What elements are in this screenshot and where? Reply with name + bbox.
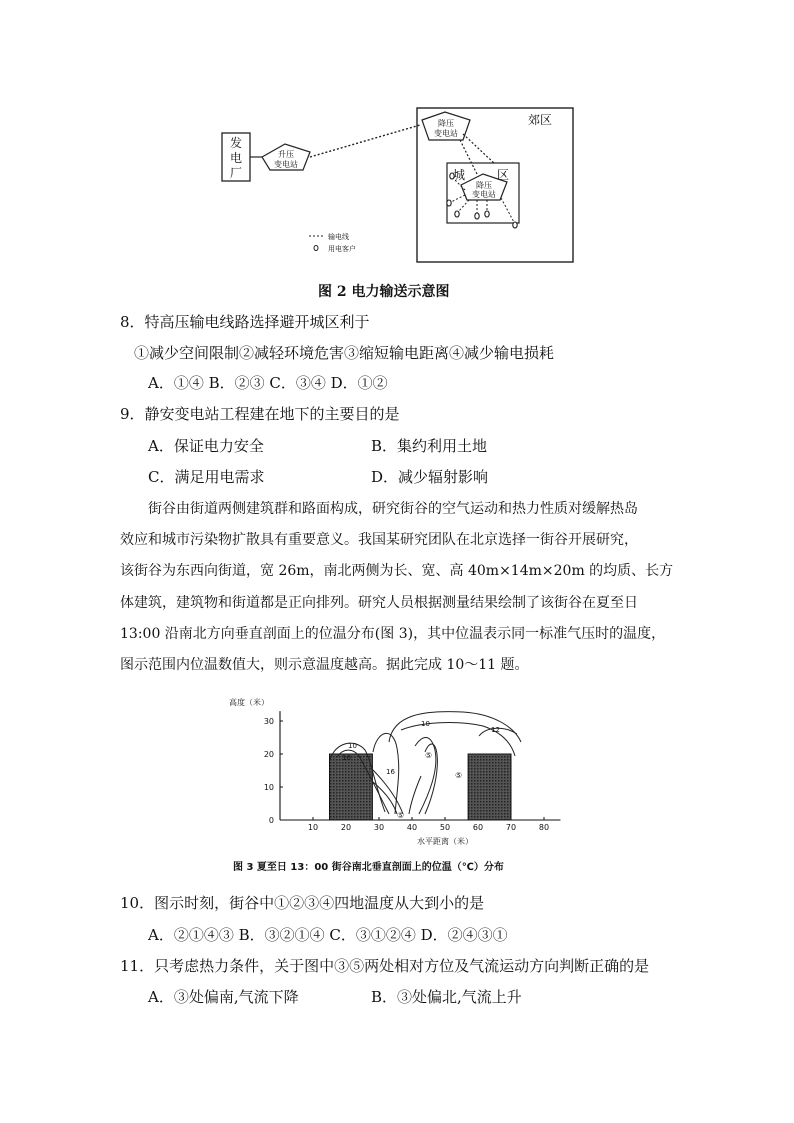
point-label: ⑤	[425, 751, 433, 760]
x-tick-label: 30	[373, 823, 385, 832]
q10-stem: 10．图示时刻，街谷中①②③④四地温度从大到小的是	[120, 894, 485, 912]
svg-text:变电站: 变电站	[274, 160, 298, 169]
svg-text:变电站: 变电站	[472, 190, 496, 199]
x-tick-label: 70	[505, 823, 517, 832]
y-tick-label: 10	[263, 783, 274, 792]
q11-option-b: B．③处偏北,气流上升	[371, 988, 522, 1006]
passage-line-5: 13:00 沿南北方向垂直剖面上的位温分布(图 3)，其中位温表示同一标准气压时的温度，	[120, 626, 666, 642]
suburb-label: 郊区	[528, 113, 553, 127]
figure-3-caption: 图 3 夏至日 13：00 街谷南北垂直剖面上的位温（℃）分布	[233, 862, 504, 873]
q11-stem: 11．只考虑热力条件，关于图中③⑤两处相对方位及气流运动方向判断正确的是	[120, 957, 650, 975]
passage-line-4: 体建筑，建筑物和街道都是正向排列。研究人员根据测量结果绘制了该街谷在夏至日	[120, 595, 638, 611]
passage-line-3: 该街谷为东西向街道，宽 26m，南北两侧为长、宽、高 40m×14m×20m 的均质、长方	[120, 563, 674, 579]
step-up-label: 升压	[278, 150, 294, 159]
city-label-left: 城	[453, 168, 466, 182]
x-tick-label: 50	[439, 823, 451, 832]
q8-options: A．①④ B．②③ C．③④ D．①②	[148, 374, 388, 392]
potential-temperature-chart	[225, 690, 565, 850]
q9-option-c: C．满足用电需求	[148, 468, 265, 486]
passage-line-6: 图示范围内位温数值大，则示意温度越高。据此完成 10～11 题。	[120, 657, 529, 673]
y-tick-label: 30	[263, 717, 274, 726]
contour-label: 10	[421, 720, 430, 728]
plant-label: 发	[229, 136, 243, 150]
legend-line-label: 输电线	[328, 233, 349, 241]
building-block	[330, 754, 373, 820]
x-tick-label: 40	[406, 823, 418, 832]
x-tick-label: 10	[307, 823, 319, 832]
point-label: ⑤	[397, 811, 405, 820]
contour-label: 10	[348, 742, 357, 750]
q11-option-a: A．③处偏南,气流下降	[148, 988, 299, 1006]
building-block	[468, 754, 511, 820]
svg-text:厂: 厂	[229, 166, 243, 180]
q9-option-a: A．保证电力安全	[148, 437, 264, 455]
q8-stem: 8．特高压输电线路选择避开城区利于	[120, 313, 370, 331]
y-tick-label: 0	[268, 816, 274, 825]
chart-xlabel: 水平距离（米）	[417, 837, 473, 846]
q8-statements: ①减少空间限制②减轻环境危害③缩短输电距离④减少输电损耗	[134, 344, 555, 362]
passage-line-1: 街谷由街道两侧建筑群和路面构成，研究街谷的空气运动和热力性质对缓解热岛	[148, 501, 638, 517]
q9-option-b: B．集约利用土地	[371, 437, 488, 455]
point-label: ⑤	[455, 771, 463, 780]
contour-label: 12	[491, 726, 500, 734]
city-label-right: 区	[497, 168, 510, 182]
svg-text:降压: 降压	[438, 119, 454, 128]
svg-text:变电站: 变电站	[434, 129, 458, 138]
x-tick-label: 20	[340, 823, 352, 832]
contour-label: 16	[386, 768, 395, 776]
svg-text:电: 电	[229, 151, 243, 165]
x-tick-label: 80	[538, 823, 550, 832]
q9-stem: 9．静安变电站工程建在地下的主要目的是	[120, 405, 400, 423]
chart-ylabel: 高度（米）	[229, 698, 269, 707]
q10-options: A．②①④③ B．③②①④ C．③①②④ D．②④③①	[148, 926, 508, 944]
svg-text:降压: 降压	[476, 181, 492, 190]
figure-2-caption: 图 2 电力输送示意图	[318, 284, 450, 300]
q9-option-d: D．减少辐射影响	[371, 468, 489, 486]
legend-user-label: 用电客户	[328, 245, 356, 253]
transmission-line	[310, 125, 420, 157]
x-tick-label: 60	[472, 823, 484, 832]
power-transmission-diagram	[215, 100, 585, 270]
passage-line-2: 效应和城市污染物扩散具有重要意义。我国某研究团队在北京选择一街谷开展研究，	[120, 532, 638, 548]
contour-label: 10	[342, 754, 351, 762]
y-tick-label: 20	[263, 750, 274, 759]
